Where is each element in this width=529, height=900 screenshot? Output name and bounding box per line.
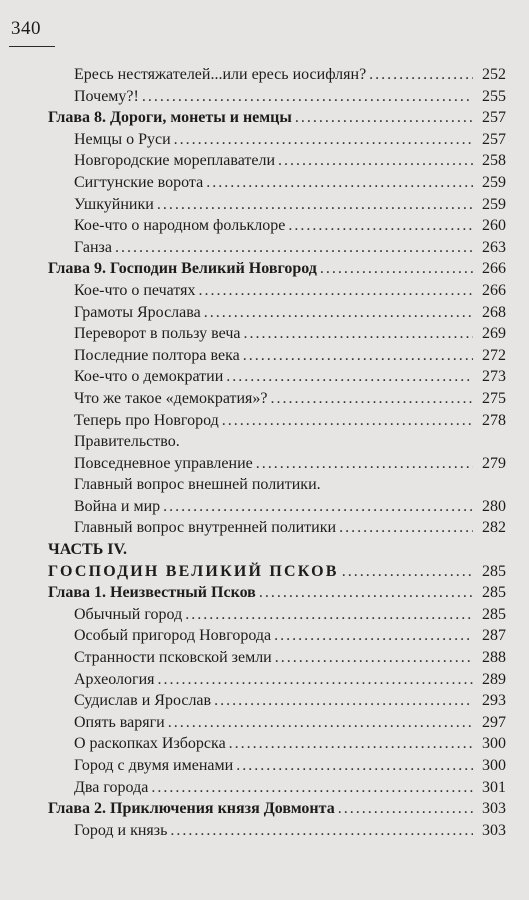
toc-section-entry xyxy=(48,150,506,172)
toc-chapter-entry xyxy=(48,582,506,604)
toc-entry-page-number: 273 xyxy=(482,368,506,386)
toc-entry-page-number: 297 xyxy=(482,713,506,731)
toc-entry-page-number: 285 xyxy=(482,562,506,580)
toc-entry-page-number: 280 xyxy=(482,497,506,515)
toc-entry-title: Глава 9. Господин Великий Новгород xyxy=(48,260,317,278)
toc-entry-page-number: 303 xyxy=(482,800,506,818)
dot-leader xyxy=(243,323,473,345)
toc-section-entry xyxy=(48,755,506,777)
dot-leader xyxy=(295,107,473,129)
toc-entry-title: Глава 1. Неизвестный Псков xyxy=(48,584,256,602)
dot-leader xyxy=(204,302,473,324)
toc-entry-title: ГОСПОДИН ВЕЛИКИЙ ПСКОВ xyxy=(48,562,339,580)
toc-entry-title: О раскопках Изборска xyxy=(74,735,226,753)
toc-section-entry xyxy=(48,712,506,734)
toc-entry-title: Правительство. xyxy=(74,433,180,451)
toc-entry-title: Ганза xyxy=(74,238,112,256)
toc-entry-title: Город с двумя именами xyxy=(74,757,234,774)
toc-entry-page-number: 282 xyxy=(482,519,506,537)
toc-section-entry xyxy=(48,733,506,755)
dot-leader xyxy=(243,345,473,367)
toc-entry-title: Город и князь xyxy=(74,821,168,839)
toc-section-entry xyxy=(48,64,506,86)
dot-leader xyxy=(320,258,473,280)
toc-section-entry xyxy=(48,820,506,842)
page-number: 340 xyxy=(11,18,41,39)
dot-leader xyxy=(115,237,473,259)
dot-leader xyxy=(158,669,473,691)
toc-entry-title: Главный вопрос внешней политики. xyxy=(74,476,321,494)
toc-entry-title: Грамоты Ярослава xyxy=(74,303,201,321)
toc-section-entry xyxy=(48,366,506,388)
toc-entry-title: Сигтунские ворота xyxy=(74,173,204,191)
toc-section-entry xyxy=(48,86,506,108)
toc-entry-title: ЧАСТЬ IV. xyxy=(48,541,128,559)
toc-section-entry xyxy=(48,453,506,475)
toc-section-entry xyxy=(48,777,506,799)
toc-entry-title: Главный вопрос внутренней политики xyxy=(74,519,337,537)
dot-leader xyxy=(369,64,473,86)
dot-leader xyxy=(214,690,473,712)
dot-leader xyxy=(278,150,473,172)
toc-entry-title: Немцы о Руси xyxy=(74,130,171,148)
toc-chapter-entry xyxy=(48,107,506,129)
toc-entry-page-number: 289 xyxy=(482,670,506,688)
toc-section-entry xyxy=(48,669,506,691)
toc-section-entry xyxy=(48,237,506,259)
toc-section-entry xyxy=(48,431,506,453)
dot-leader xyxy=(142,86,473,108)
toc-entry-page-number: 260 xyxy=(482,217,506,235)
dot-leader xyxy=(229,733,473,755)
toc-entry-title: Повседневное управление xyxy=(74,454,253,472)
dot-leader xyxy=(271,388,473,410)
dot-leader xyxy=(288,215,473,237)
toc-entry-title: Кое-что о печатях xyxy=(74,281,196,299)
toc-entry-page-number: 268 xyxy=(482,303,506,321)
dot-leader xyxy=(222,410,473,432)
table-of-contents xyxy=(48,64,506,841)
toc-section-entry xyxy=(48,625,506,647)
toc-entry-title: Ушкуйники xyxy=(74,195,154,213)
dot-leader xyxy=(259,582,473,604)
toc-section-entry xyxy=(48,517,506,539)
dot-leader xyxy=(157,194,473,216)
toc-entry-page-number: 255 xyxy=(482,87,506,105)
dot-leader xyxy=(151,777,473,799)
dot-leader xyxy=(256,453,473,475)
toc-entry-page-number: 285 xyxy=(482,584,506,602)
toc-entry-page-number: 259 xyxy=(482,173,506,191)
toc-section-entry xyxy=(48,215,506,237)
toc-section-entry xyxy=(48,647,506,669)
toc-entry-title: Последние полтора века xyxy=(74,346,240,364)
toc-chapter-entry xyxy=(48,258,506,280)
toc-section-entry xyxy=(48,690,506,712)
toc-section-entry xyxy=(48,604,506,626)
toc-section-entry xyxy=(48,172,506,194)
dot-leader xyxy=(338,798,473,820)
toc-entry-page-number: 293 xyxy=(482,692,506,710)
dot-leader xyxy=(274,625,473,647)
toc-entry-title: Глава 8. Дороги, монеты и немцы xyxy=(48,109,292,127)
dot-leader xyxy=(163,496,473,518)
toc-entry-page-number: 300 xyxy=(482,757,506,774)
dot-leader xyxy=(342,561,473,583)
toc-entry-title: Что же такое «демократия»? xyxy=(74,389,268,407)
toc-entry-page-number: 259 xyxy=(482,195,506,213)
toc-entry-page-number: 301 xyxy=(482,778,506,796)
toc-entry-title: Два города xyxy=(74,778,149,796)
toc-entry-page-number: 288 xyxy=(482,649,506,667)
dot-leader xyxy=(198,280,473,302)
dot-leader xyxy=(185,604,473,626)
toc-section-entry xyxy=(48,280,506,302)
dot-leader xyxy=(226,366,473,388)
toc-entry-page-number: 263 xyxy=(482,238,506,256)
toc-chapter-entry xyxy=(48,539,506,561)
toc-entry-page-number: 285 xyxy=(482,605,506,623)
toc-entry-title: Опять варяги xyxy=(74,713,165,731)
toc-entry-title: Глава 2. Приключения князя Довмонта xyxy=(48,800,335,818)
toc-section-entry xyxy=(48,410,506,432)
toc-section-entry xyxy=(48,496,506,518)
toc-section-entry xyxy=(48,194,506,216)
toc-section-entry xyxy=(48,302,506,324)
toc-entry-page-number: 266 xyxy=(482,260,506,278)
toc-entry-title: Почему?! xyxy=(74,87,139,105)
dot-leader xyxy=(275,647,473,669)
toc-entry-page-number: 275 xyxy=(482,389,506,407)
toc-section-entry xyxy=(48,345,506,367)
toc-section-entry xyxy=(48,388,506,410)
toc-entry-title: Особый пригород Новгорода xyxy=(74,627,272,645)
toc-entry-title: Ересь нестяжателей...или ересь иосифлян? xyxy=(74,66,367,83)
toc-entry-title: Обычный город xyxy=(74,605,183,623)
header-rule xyxy=(9,46,55,47)
toc-entry-title: Археология xyxy=(74,670,155,688)
toc-entry-page-number: 257 xyxy=(482,130,506,148)
toc-chapter-entry xyxy=(48,798,506,820)
toc-entry-page-number: 278 xyxy=(482,411,506,429)
toc-entry-title: Война и мир xyxy=(74,497,161,515)
dot-leader xyxy=(168,712,473,734)
toc-entry-page-number: 287 xyxy=(482,627,506,645)
toc-entry-title: Теперь про Новгород xyxy=(74,411,219,429)
dot-leader xyxy=(170,820,473,842)
toc-entry-title: Судислав и Ярослав xyxy=(74,692,212,710)
toc-entry-page-number: 303 xyxy=(482,821,506,839)
toc-section-entry xyxy=(48,474,506,496)
dot-leader xyxy=(236,755,473,777)
dot-leader xyxy=(206,172,473,194)
toc-entry-page-number: 272 xyxy=(482,346,506,364)
toc-entry-title: Кое-что о народном фольклоре xyxy=(74,217,286,235)
toc-entry-page-number: 258 xyxy=(482,152,506,170)
toc-section-entry xyxy=(48,323,506,345)
toc-entry-title: Кое-что о демократии xyxy=(74,368,224,386)
toc-chapter-entry xyxy=(48,561,506,583)
dot-leader xyxy=(174,129,473,151)
toc-entry-title: Странности псковской земли xyxy=(74,649,272,667)
toc-section-entry xyxy=(48,129,506,151)
toc-entry-page-number: 257 xyxy=(482,109,506,127)
toc-entry-page-number: 252 xyxy=(482,66,506,83)
dot-leader xyxy=(339,517,473,539)
toc-entry-page-number: 279 xyxy=(482,454,506,472)
toc-entry-title: Новгородские мореплаватели xyxy=(74,152,276,170)
toc-entry-title: Переворот в пользу веча xyxy=(74,325,241,343)
toc-entry-page-number: 266 xyxy=(482,281,506,299)
toc-entry-page-number: 300 xyxy=(482,735,506,753)
toc-entry-page-number: 269 xyxy=(482,325,506,343)
